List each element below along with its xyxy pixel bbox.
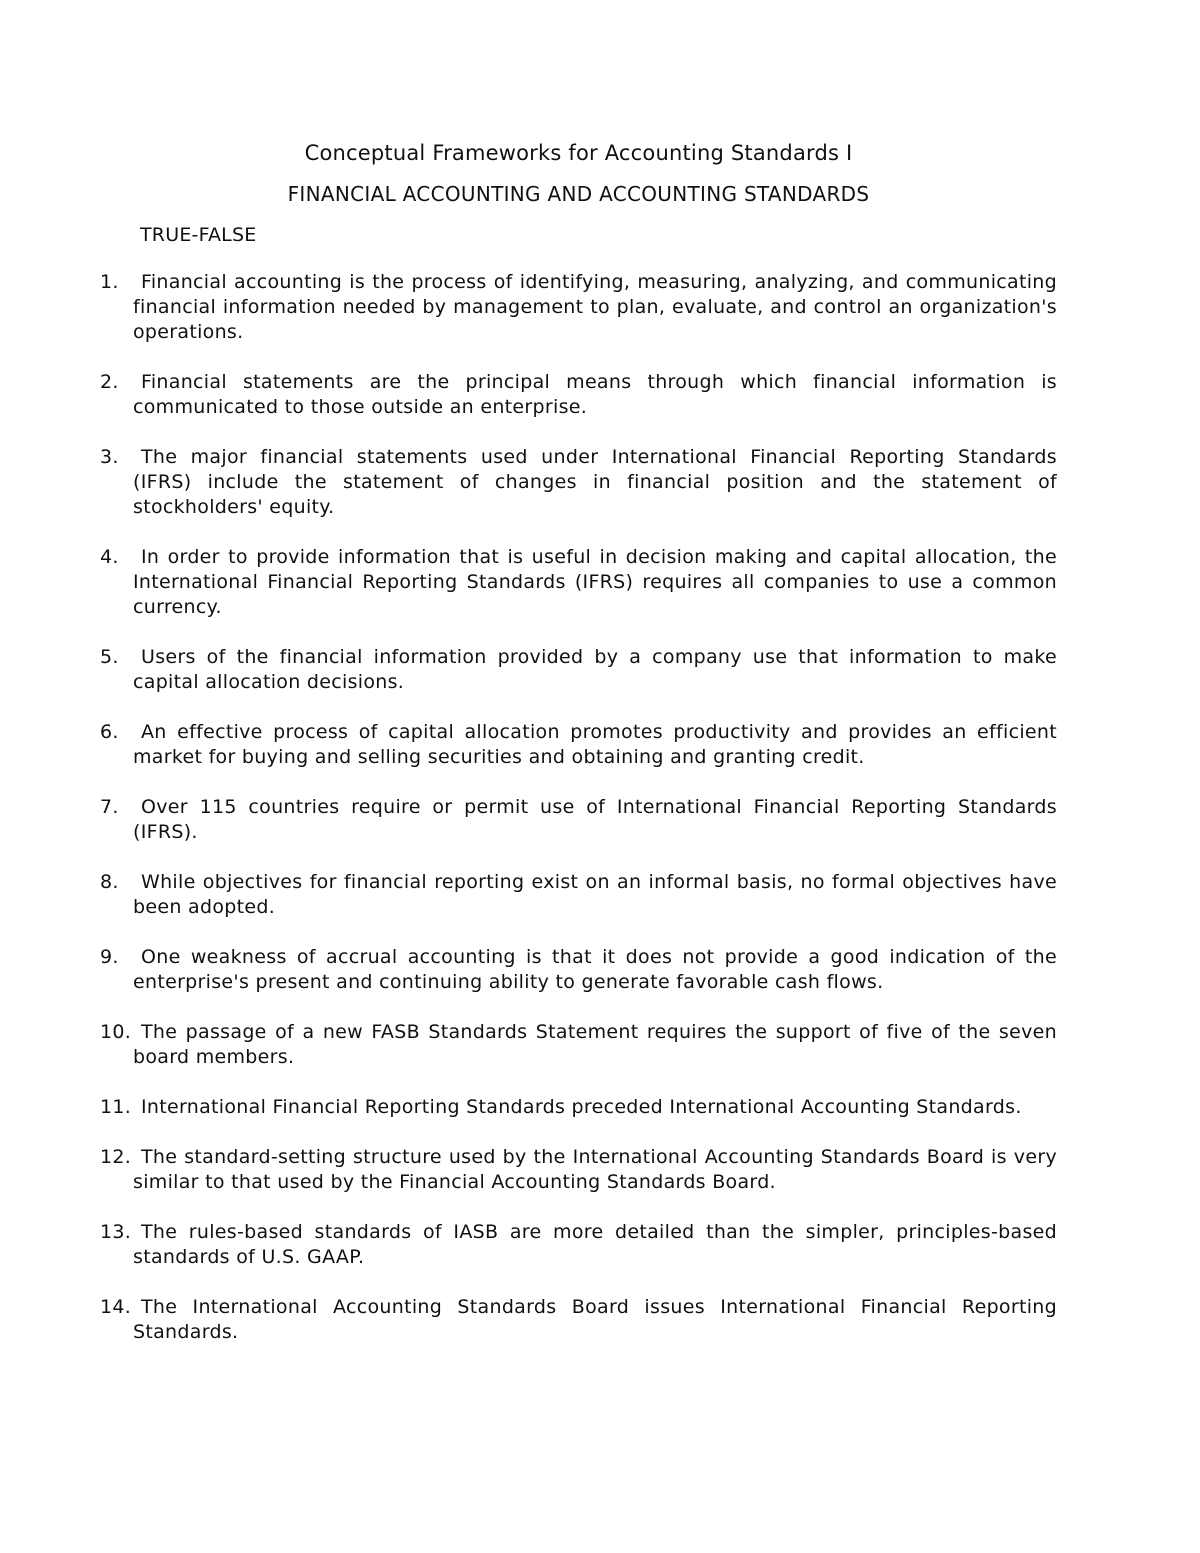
question-number: 3. bbox=[100, 446, 119, 468]
question-item bbox=[100, 870, 1057, 920]
question-number: 4. bbox=[100, 546, 119, 568]
question-text: Over 115 countries require or permit use of International Financial Reporting Standards (IFRS). bbox=[133, 796, 1057, 843]
question-item bbox=[100, 545, 1057, 620]
question-text: International Financial Reporting Standards preceded International Accounting Standards. bbox=[141, 1096, 1022, 1118]
question-text: The rules-based standards of IASB are more detailed than the simpler, principles-based standards of U.S. GAAP. bbox=[133, 1221, 1057, 1268]
question-text: The major financial statements used under International Financial Reporting Standards (IFRS) include the statement of changes in financial position and the statement of stockholders' equity. bbox=[133, 446, 1057, 518]
question-text: Financial statements are the principal means through which financial information is communicated to those outside an enterprise. bbox=[133, 371, 1057, 418]
question-item bbox=[100, 445, 1057, 520]
question-text: The passage of a new FASB Standards Statement requires the support of five of the seven board members. bbox=[133, 1021, 1057, 1068]
document-subtitle: FINANCIAL ACCOUNTING AND ACCOUNTING STANDARDS bbox=[287, 182, 870, 206]
question-text: In order to provide information that is useful in decision making and capital allocation, the International Financial Reporting Standards (IFRS) requires all companies to use a common currency. bbox=[133, 546, 1057, 618]
question-item bbox=[100, 645, 1057, 695]
question-text: One weakness of accrual accounting is that it does not provide a good indication of the enterprise's present and continuing ability to generate favorable cash flows. bbox=[133, 946, 1057, 993]
question-number: 12. bbox=[100, 1146, 132, 1168]
question-item bbox=[100, 945, 1057, 995]
question-item bbox=[100, 720, 1057, 770]
question-text: Users of the financial information provided by a company use that information to make capital allocation decisions. bbox=[133, 646, 1057, 693]
question-item bbox=[100, 1220, 1057, 1270]
document-title: Conceptual Frameworks for Accounting Standards I bbox=[304, 141, 853, 165]
question-text: Financial accounting is the process of identifying, measuring, analyzing, and communicating financial information needed by management to plan, evaluate, and control an organization's operations. bbox=[133, 271, 1057, 343]
question-number: 8. bbox=[100, 871, 119, 893]
question-number: 9. bbox=[100, 946, 119, 968]
question-number: 5. bbox=[100, 646, 119, 668]
question-number: 1. bbox=[100, 271, 119, 293]
question-number: 13. bbox=[100, 1221, 132, 1243]
question-number: 11. bbox=[100, 1096, 132, 1118]
question-number: 2. bbox=[100, 371, 119, 393]
question-number: 10. bbox=[100, 1021, 132, 1043]
question-item bbox=[100, 370, 1057, 420]
section-label: TRUE-FALSE bbox=[140, 224, 257, 246]
question-item bbox=[100, 795, 1057, 845]
question-text: The standard-setting structure used by the International Accounting Standards Board is very similar to that used by the Financial Accounting Standards Board. bbox=[133, 1146, 1057, 1193]
question-number: 14. bbox=[100, 1296, 132, 1318]
question-item bbox=[100, 1295, 1057, 1345]
question-item bbox=[100, 1020, 1057, 1070]
question-number: 6. bbox=[100, 721, 119, 743]
question-text: An effective process of capital allocation promotes productivity and provides an efficient market for buying and selling securities and obtaining and granting credit. bbox=[133, 721, 1057, 768]
question-number: 7. bbox=[100, 796, 119, 818]
question-item bbox=[100, 1145, 1057, 1195]
question-item bbox=[100, 1095, 1057, 1120]
question-text: While objectives for financial reporting exist on an informal basis, no formal objectives have been adopted. bbox=[133, 871, 1057, 918]
question-item bbox=[100, 270, 1057, 345]
question-text: The International Accounting Standards Board issues International Financial Reporting Standards. bbox=[133, 1296, 1057, 1343]
question-list bbox=[100, 270, 1057, 1345]
